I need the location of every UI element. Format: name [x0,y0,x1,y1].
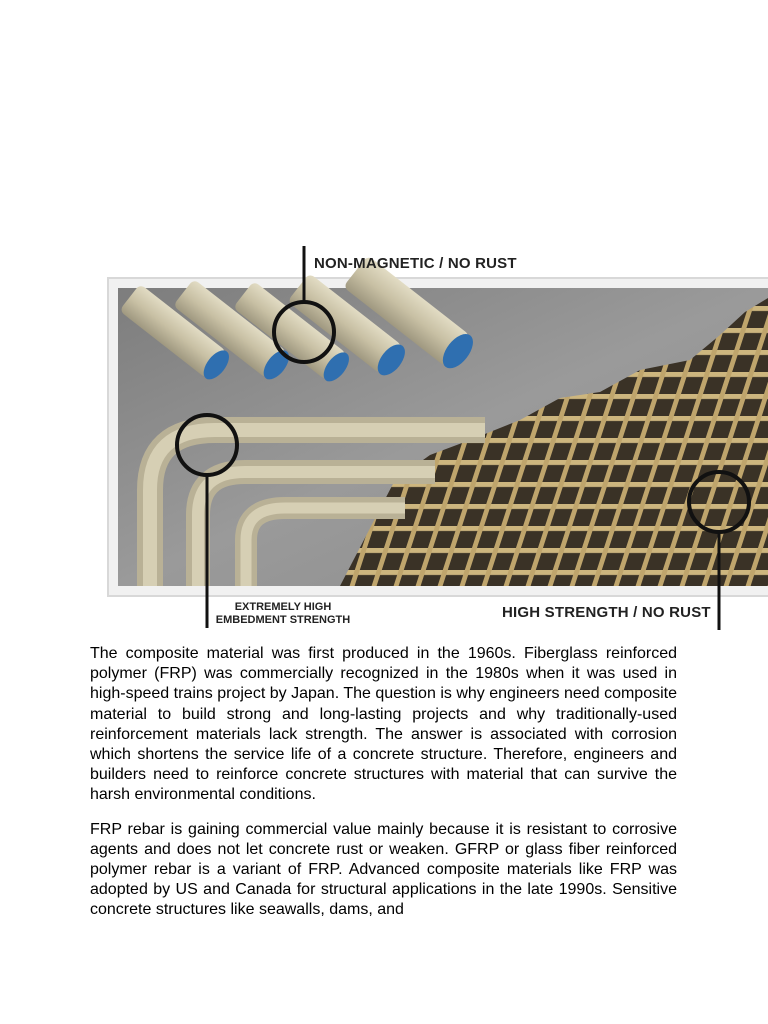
callout-label-embedment [208,601,358,627]
document-body [90,644,677,935]
frp-rebar-illustration [0,240,768,635]
paragraph: FRP rebar is gaining commercial value mainly because it is resistant to corrosive agents and does not let concrete rust or weaken. GFRP or glass fiber reinforced polymer rebar is a variant of FRP. Advanced composite materials like FRP was adopted by US and Canada for structural applications in the late 1990s. Sensitive concrete structures like seawalls, dams, and [90,820,677,919]
callout-label-embedment-line1: EXTREMELY HIGH [234,601,332,613]
paragraph: The composite material was first produced in the 1960s. Fiberglass reinforced polymer (FRP) was commercially recognized in the 1980s when it was used in high-speed trains project by Japan. The question is why engineers need composite material to build strong and long-lasting projects and why traditionally-used reinforcement materials lack strength. The answer is associated with corrosion which shortens the service life of a concrete structure. Therefore, engineers and builders need to reinforce concrete structures with material that can survive the harsh environmental conditions. [90,645,677,804]
frp-rebar-figure [0,240,768,635]
callout-label-non-magnetic: NON-MAGNETIC / NO RUST [314,255,517,272]
callout-label-high-strength: HIGH STRENGTH / NO RUST [502,604,711,621]
callout-label-embedment-line2: EMBEDMENT STRENGTH [215,614,351,626]
